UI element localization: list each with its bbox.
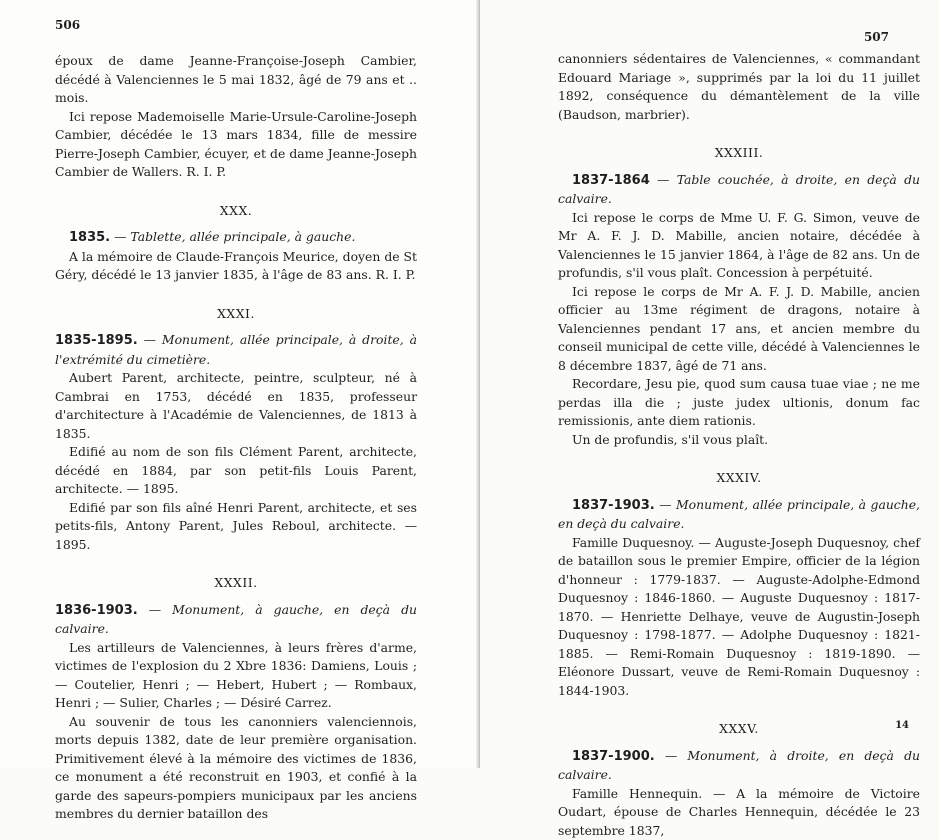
entry-1835-1895-p3: Edifié par son fils aîné Henri Parent, architecte, et ses petits-fils, Antony Parent, Jules Reboul, architecte. — 1895. (55, 499, 417, 555)
entry-year: 1837-1900. (572, 749, 655, 764)
entry-1836-1903-p2: Au souvenir de tous les canonniers valenciennois, morts depuis 1382, date de leur première organisation. Primitivement élevé à la mémoire des victimes de 1836, ce monument a été reconstruit en 1903, et confié à la garde des sapeurs-pompiers municipaux par les anciens membres du dernier bataillon des (55, 713, 417, 824)
continuation-paragraph: canonniers sédentaires de Valenciennes, « commandant Edouard Mariage », supprimés par la loi du 11 juillet 1892, conséquence du démantèlement de la ville (Baudson, marbrier). (558, 50, 920, 124)
entry-description: — Table couchée, à droite, en deçà du calvaire. (558, 172, 920, 207)
heading-xxx: XXX. (55, 202, 417, 221)
entry-1837-1864-p2: Ici repose le corps de Mr A. F. J. D. Mabille, ancien officier au 13me régiment de dragons, notaire à Valenciennes pendant 17 ans, et ancien membre du conseil municipal de cette ville, décédé à Valenciennes le 8 décembre 1837, âgé de 71 ans. (558, 283, 920, 376)
heading-xxxii: XXXII. (55, 574, 417, 593)
continuation-paragraph: époux de dame Jeanne-Françoise-Joseph Cambier, décédé à Valenciennes le 5 mai 1832, âgé de 79 ans et .. mois. (55, 52, 417, 108)
right-page (480, 0, 939, 768)
entry-1835-header (55, 228, 417, 248)
paragraph-mademoiselle: Ici repose Mademoiselle Marie-Ursule-Caroline-Joseph Cambier, décédée le 13 mars 1834, fille de messire Pierre-Joseph Cambier, écuyer, et de dame Jeanne-Joseph Cambier de Wallers. R. I. P. (55, 108, 417, 182)
entry-1837-1903-header (558, 496, 920, 534)
entry-1837-1900-header (558, 747, 920, 785)
entry-description: — Tablette, allée principale, à gauche. (110, 229, 355, 244)
entry-1836-1903-header (55, 601, 417, 639)
printer-signature-mark: 14 (895, 720, 909, 731)
entry-1837-1864-header (558, 171, 920, 209)
heading-xxxiii: XXXIII. (558, 144, 920, 163)
entry-1835-text: A la mémoire de Claude-François Meurice, doyen de St Géry, décédé le 13 janvier 1835, à l'âge de 83 ans. R. I. P. (55, 248, 417, 285)
entry-description: — Monument, allée principale, à gauche, en deçà du calvaire. (558, 497, 920, 532)
entry-1835-1895-p1: Aubert Parent, architecte, peintre, sculpteur, né à Cambrai en 1753, décédé en 1835, professeur d'architecture à l'Académie de Valenciennes, de 1813 à 1835. (55, 369, 417, 443)
heading-xxxv: XXXV. (558, 720, 920, 739)
entry-year: 1835. (69, 230, 110, 245)
entry-1837-1864-p3: Recordare, Jesu pie, quod sum causa tuae viae ; ne me perdas illa die ; juste judex ultionis, donum fac remissionis, ante diem rationis. (558, 375, 920, 431)
entry-description: — Monument, à gauche, en deçà du calvaire. (55, 602, 417, 637)
page-number-right: 507 (864, 30, 889, 44)
entry-1836-1903-p1: Les artilleurs de Valenciennes, à leurs frères d'arme, victimes de l'explosion du 2 Xbre 1836: Damiens, Louis ; — Coutelier, Henri ; — Hebert, Hubert ; — Rombaux, Henri ; — Sulier, Charles ; — Désiré Carrez. (55, 639, 417, 713)
entry-1837-1903-p1: Famille Duquesnoy. — Auguste-Joseph Duquesnoy, chef de bataillon sous le premier Empire, officier de la légion d'honneur : 1779-1837. — Auguste-Adolphe-Edmond Duquesnoy : 1846-1860. — Auguste Duquesnoy : 1817-1870. — Henriette Delhaye, veuve de Augustin-Joseph Duquesnoy : 1798-1877. — Adolphe Duquesnoy : 1821-1885. — Remi-Romain Duquesnoy : 1819-1890. — Eléonore Dussart, veuve de Remi-Romain Duquesnoy : 1844-1903. (558, 534, 920, 701)
entry-description: — Monument, à droite, en deçà du calvaire. (558, 748, 920, 783)
page-number-left: 506 (55, 18, 80, 32)
left-text-column (55, 52, 417, 824)
entry-1835-1895-header (55, 331, 417, 369)
heading-xxxi: XXXI. (55, 305, 417, 324)
entry-1835-1895-p2: Edifié au nom de son fils Clément Parent, architecte, décédé en 1884, par son petit-fils Louis Parent, architecte. — 1895. (55, 443, 417, 499)
entry-year: 1836-1903. (55, 603, 138, 618)
entry-year: 1837-1903. (572, 498, 655, 513)
entry-description: — Monument, allée principale, à droite, à l'extrémité du cimetière. (55, 332, 417, 367)
right-text-column (558, 50, 920, 840)
entry-year: 1837-1864 (572, 173, 650, 188)
left-page (0, 0, 480, 768)
heading-xxxiv: XXXIV. (558, 469, 920, 488)
entry-year: 1835-1895. (55, 333, 138, 348)
entry-1837-1864-p4: Un de profundis, s'il vous plaît. (558, 431, 920, 450)
entry-1837-1864-p1: Ici repose le corps de Mme U. F. G. Simon, veuve de Mr A. F. J. D. Mabille, ancien notaire, décédée à Valenciennes le 15 janvier 1864, à l'âge de 82 ans. Un de profundis, s'il vous plaît. Concession à perpétuité. (558, 209, 920, 283)
entry-1837-1900-p1: Famille Hennequin. — A la mémoire de Victoire Oudart, épouse de Charles Hennequin, décédée le 23 septembre 1837, (558, 785, 920, 840)
